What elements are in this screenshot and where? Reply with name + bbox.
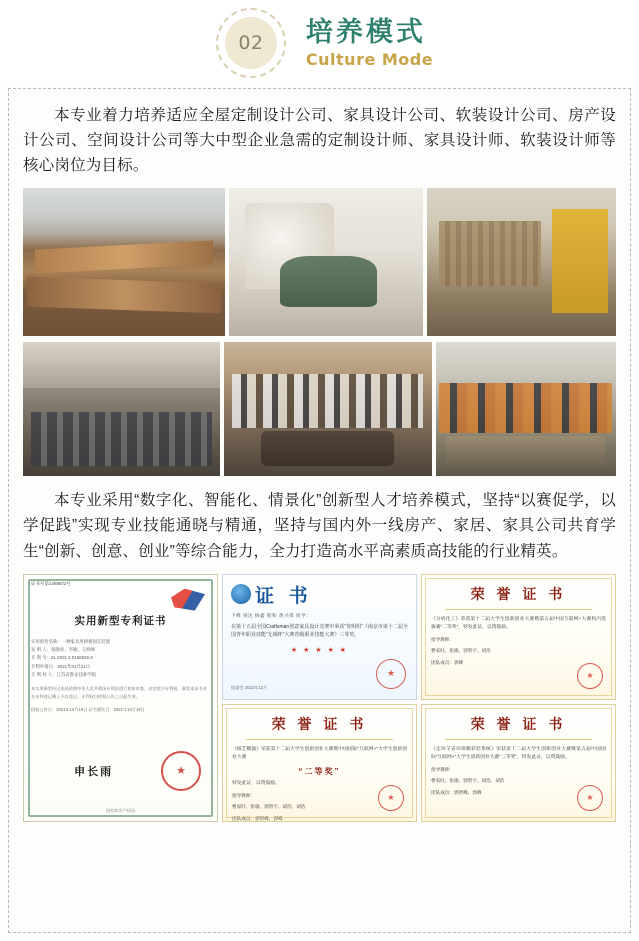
certificate-honor-bottom-right xyxy=(421,704,616,822)
patent-emblem-icon xyxy=(171,589,205,611)
section-number-badge xyxy=(216,8,286,78)
photo-grid-row-2 xyxy=(23,342,616,476)
patent-field: 专 利 号：ZL 2021 2 0166926.X xyxy=(31,655,94,661)
patent-seal-icon xyxy=(161,751,201,791)
certificate-blue xyxy=(222,574,417,700)
honor-advisor-label: 指导教师： xyxy=(232,792,255,798)
honor-note: 特发此证，以资鼓励。 xyxy=(232,780,280,786)
honor-body: 《分析化工》荣获第十二届大学生创新创业大赛暨第五届中国互联网+大赛校内选拔赛“二等奖”，特发此证，以资鼓励。 xyxy=(431,616,606,631)
certificate-honor-top-right xyxy=(421,574,616,700)
photo-computer-lab xyxy=(23,342,220,476)
blue-cert-seal-icon: ★ xyxy=(376,659,406,689)
patent-body-text: 本实用新型经过本局依照中华人民共和国专利法进行初步审查，决定授予专利权，颁发本证书并在专利登记簿上予以登记。专利权自授权公告之日起生效。 xyxy=(31,686,207,699)
photo-interior-lounge xyxy=(229,188,423,336)
honor-seal-icon: ★ xyxy=(378,785,404,811)
honor-body: 《定环苄省环保精彩装系统》荣获第十二届大学生创新创业大赛暨第五届中国国际“互联网+”大学生创新创业大赛“三等奖”，特发此证，以资鼓励。 xyxy=(431,746,606,761)
page-header xyxy=(0,0,639,86)
patent-signature: 申长雨 xyxy=(74,765,114,778)
honor-divider xyxy=(246,739,393,740)
honor-seal-icon: ★ xyxy=(577,785,603,811)
honor-advisor-names: 曹家旺、张瑜、郭智宇、胡浩、胡浩 xyxy=(232,804,306,810)
honor-grade: “二等奖” xyxy=(298,766,341,776)
patent-top-note: 证书号第1489872号 xyxy=(31,580,72,586)
photo-woodworking-benches xyxy=(23,188,225,336)
blue-cert-recipients: 下峰 扬达 杨鑫 程和 黄兴锋 同学： xyxy=(231,612,312,618)
honor-team-members: 团队成员：郭智峰、郭峰 xyxy=(431,789,482,795)
patent-field: 专 利 权 人：江苏省淮安技师学院 xyxy=(31,672,97,678)
certificate-honor-bottom-middle xyxy=(222,704,417,822)
patent-field: 专利申请日：2021年01月21日 xyxy=(31,663,91,669)
honor-title: 荣 誉 证 书 xyxy=(470,585,567,602)
patent-issue-dates: 授权公告日：2021年10月19日 证书颁发日：2021年10月19日 xyxy=(31,706,145,712)
patent-field-list xyxy=(31,638,210,680)
honor-advisor-label: 指导教师： xyxy=(431,636,454,642)
header-title-block xyxy=(306,17,433,69)
honor-advisor-label: 指导教师： xyxy=(431,766,454,772)
certificate-patent xyxy=(23,574,218,822)
certificate-grid xyxy=(23,574,616,822)
photo-grid-row-1 xyxy=(23,188,616,336)
blue-cert-body: 在第十五届全国Craftsman创意家具设计竞赛中荣获“发明组”《南京市第十二届全国青年职业技能“无锡杯”大赛省级职业技能大赛》三等奖。 xyxy=(231,623,408,639)
honor-title: 荣 誉 证 书 xyxy=(470,715,567,732)
patent-title: 实用新型专利证书 xyxy=(74,614,167,627)
honor-divider xyxy=(445,609,592,610)
honor-body: 《纸艺糖器》荣获第十二届大学生创新创业大赛暨中国国际“互联网+”大学生创新创业大赛 xyxy=(232,746,407,761)
photo-tool-workshop xyxy=(427,188,616,336)
globe-icon xyxy=(231,584,251,604)
content-frame xyxy=(8,88,631,933)
page-title-en: Culture Mode xyxy=(305,50,434,70)
blue-cert-footer: 组委会 2022年12月 xyxy=(231,684,268,690)
photo-student-group xyxy=(224,342,432,476)
paragraph-2: 本专业采用“数字化、智能化、情景化”创新型人才培养模式，坚持“以赛促学，以学促践”实现专业技能通晓与精通，坚持与国内外一线房产、家居、家具公司共育学生“创新、创意、创业”等综合能力，全力打造高水平高素质高技能的行业精英。 xyxy=(23,492,616,560)
section-number: 02 xyxy=(225,17,277,69)
honor-team-members: 团队成员：郭峰 xyxy=(431,659,464,665)
honor-seal-icon: ★ xyxy=(577,663,603,689)
patent-field: 发 明 人：张晓亮、李敏、王海峰 xyxy=(31,647,95,653)
patent-field: 实用新型名称：一种家具用拼板固定装置 xyxy=(31,638,111,644)
blue-cert-header xyxy=(231,581,408,608)
patent-footer: 国家知识产权局 xyxy=(105,807,136,813)
page-title-cn: 培养模式 xyxy=(305,16,426,47)
blue-cert-title: 证 书 xyxy=(255,584,312,607)
honor-advisor-names: 曹家旺、张瑜、郭智宇、胡浩、胡浩 xyxy=(431,778,505,784)
photo-workshop-class xyxy=(436,342,616,476)
honor-divider xyxy=(445,739,592,740)
paragraph-1: 本专业着力培养适应全屋定制设计公司、家具设计公司、软装设计公司、房产设计公司、空间设计公司等大中型企业急需的定制设计师、家具设计师、软装设计师等核心岗位为目标。 xyxy=(23,107,616,175)
star-decoration-icon: ★ ★ ★ ★ ★ xyxy=(290,647,349,655)
honor-advisor-names: 曹家旺、张瑜、郭智宇、胡浩 xyxy=(431,648,491,654)
honor-team-members: 团队成员：郭智峰、郭峰 xyxy=(232,815,283,821)
honor-title: 荣 誉 证 书 xyxy=(271,715,368,732)
